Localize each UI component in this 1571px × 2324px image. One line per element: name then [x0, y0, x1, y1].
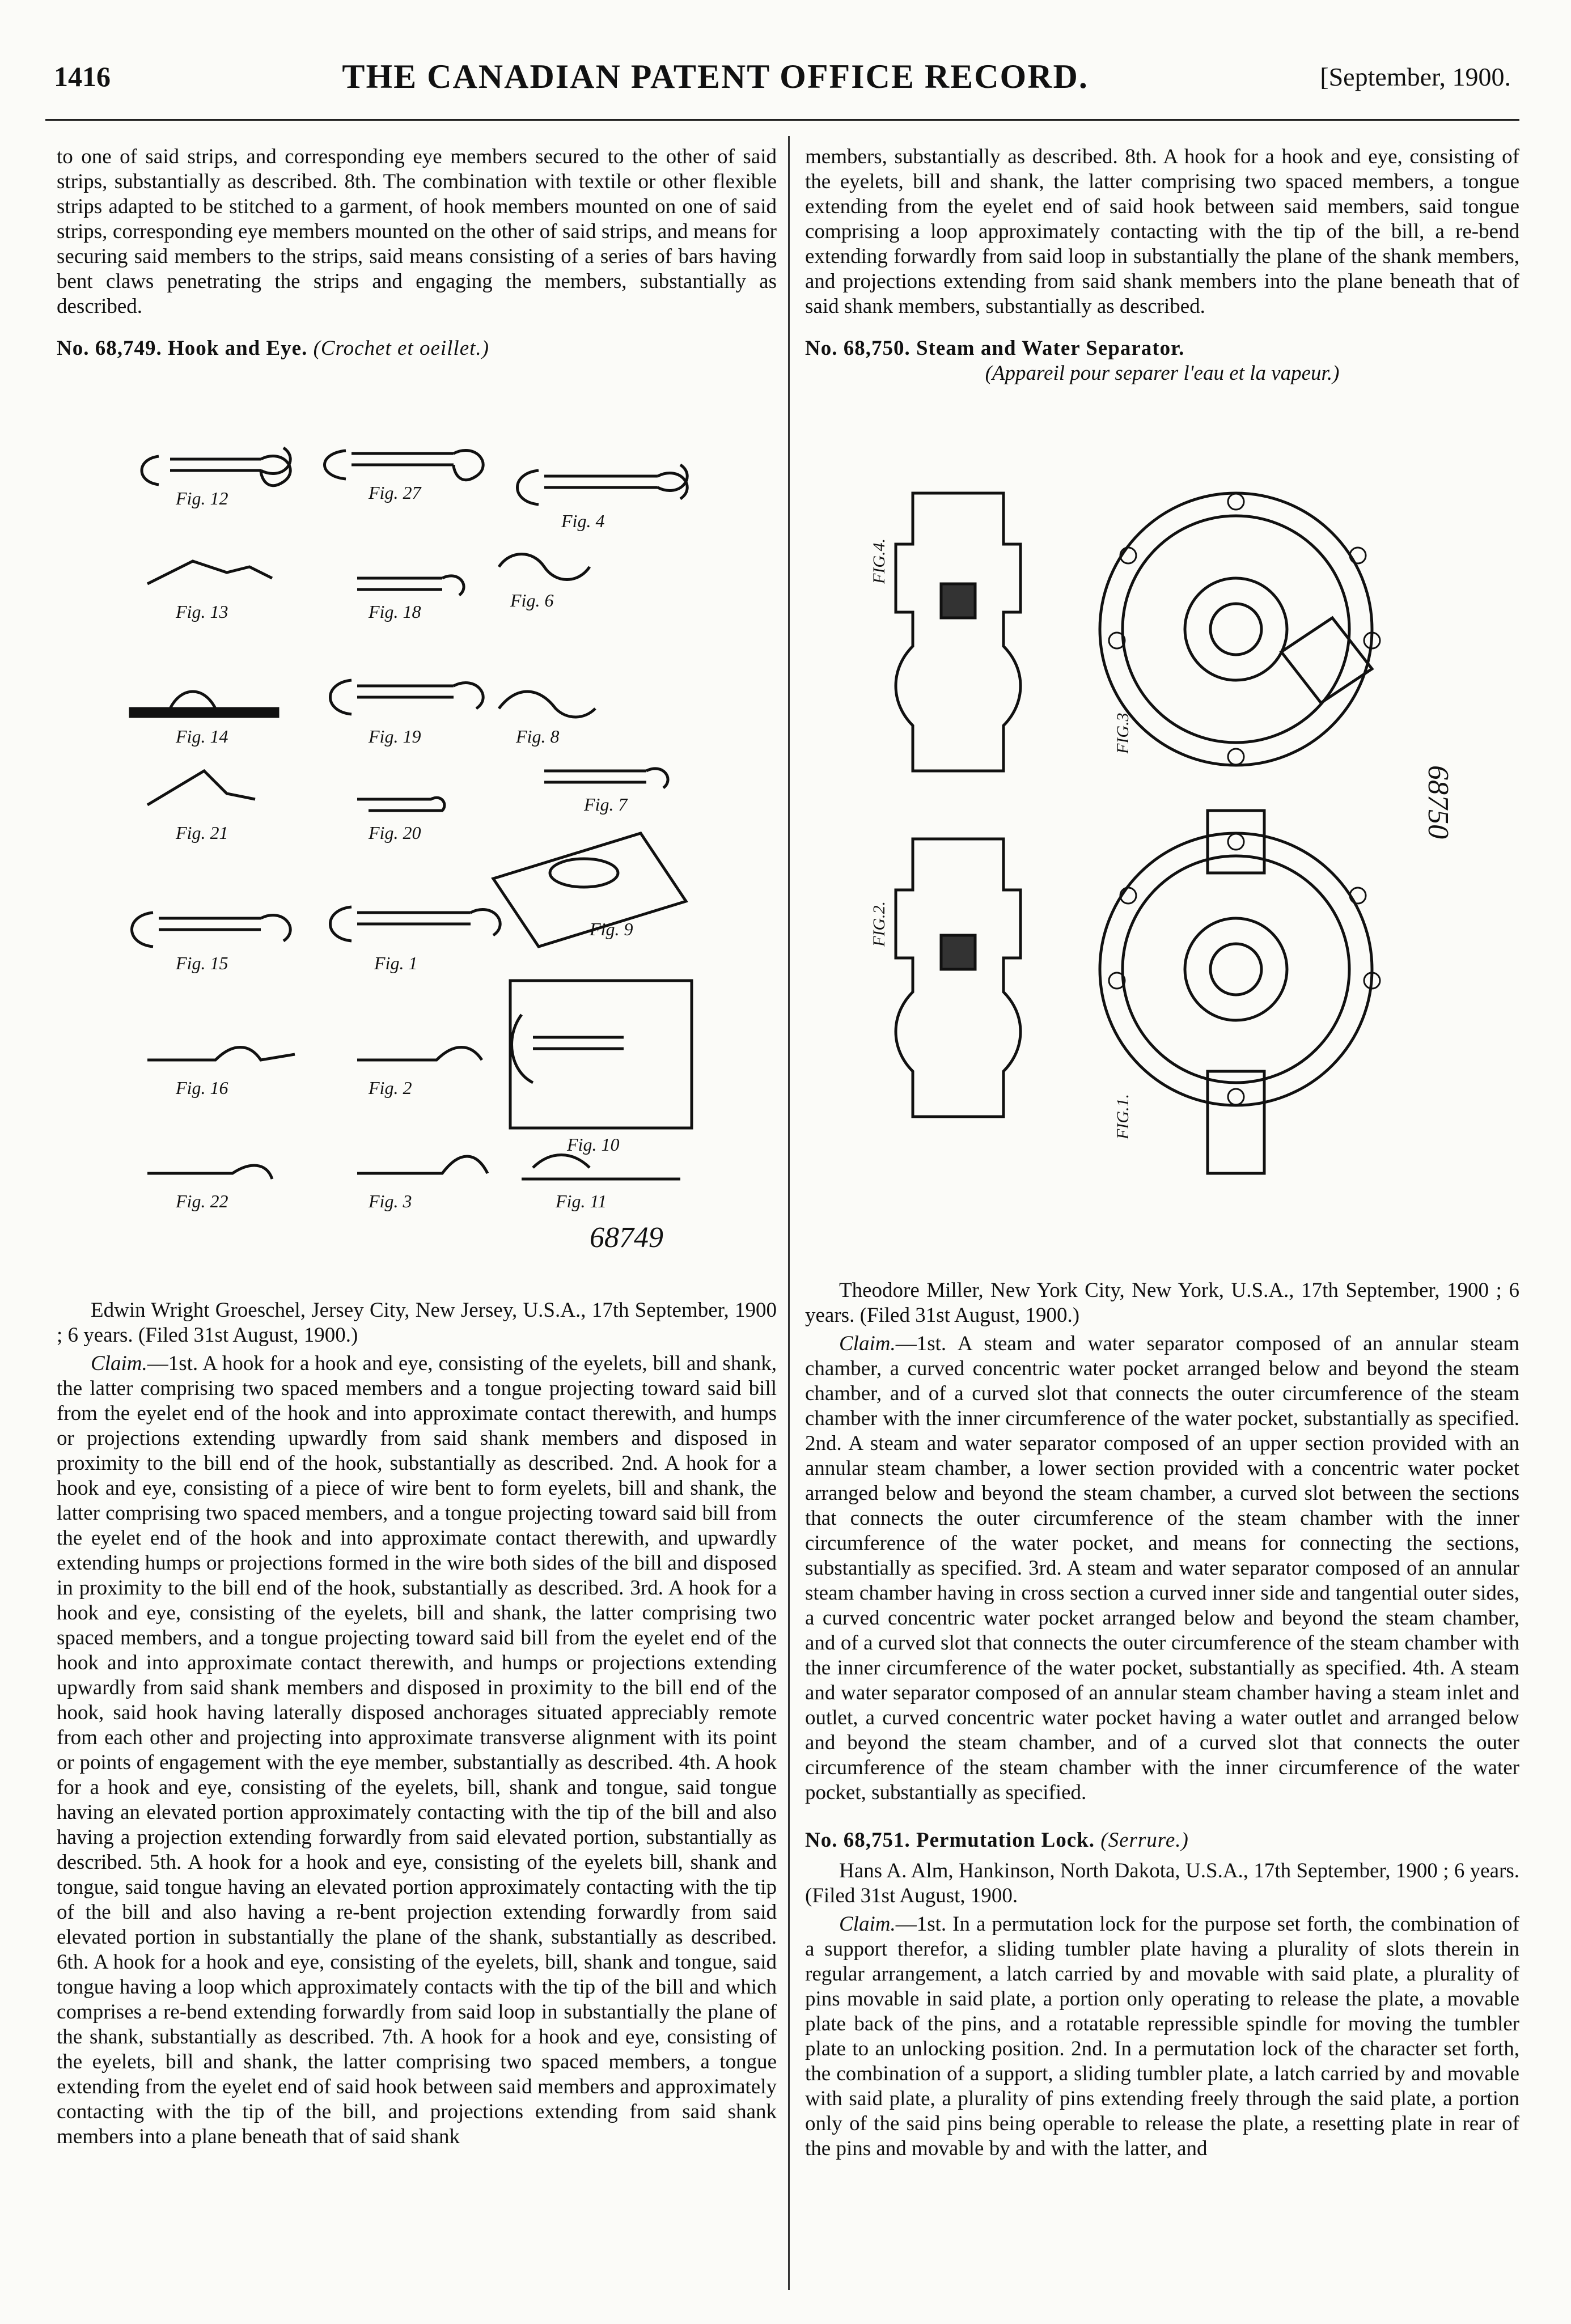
inventor-line: Hans A. Alm, Hankinson, North Dakota, U.S.A., 17th September, 1900 ; 6 years. (Filed 31st August, 1900. [805, 1859, 1519, 1907]
patent-heading-68750 [805, 336, 1519, 361]
fig-label: Fig. 7 [584, 794, 628, 815]
claim-text: —1st. In a permutation lock for the purpose set forth, the combination of a support therefor, a sliding tumbler plate having a plurality of slots therein in regular arrangement, a latch carried by and movable with said plate, a plurality of pins movable in said plate, a portion only operating to release the plate, a movable plate back of the pins, and a rotatable repressible spindle for moving the tumbler plate to an unlocking position. 2nd. In a permutation lock of the character set forth, the combination of a support, a sliding tumbler plate, a latch carried by and movable with said plate, a plurality of pins extending freely through the said plate, a portion only of the said pins being operable to release the plate, a resetting plate in rear of the pins and movable by and with the latter, and [805, 1912, 1519, 2160]
left-column [57, 145, 777, 361]
page-header [54, 51, 1511, 102]
inventor-line: Theodore Miller, New York City, New York, U.S.A., 17th September, 1900 ; 6 years. (Filed 31st August, 1900.) [805, 1279, 1519, 1327]
fig-label: Fig. 4 [561, 511, 605, 531]
page-number: 1416 [54, 61, 111, 92]
fig-label: Fig. 10 [567, 1134, 620, 1155]
fig-label: Fig. 19 [369, 726, 421, 747]
fig-label: Fig. 21 [176, 822, 228, 843]
separator-figures [811, 470, 1519, 1207]
separator-drawing [811, 470, 1519, 1207]
column-divider [788, 136, 790, 2290]
fig-label: Fig. 11 [556, 1191, 607, 1211]
left-column-body [57, 1298, 777, 2149]
patent-heading-french: (Crochet et oeillet.) [313, 337, 489, 360]
fig-label: FIG.1. [1113, 1094, 1132, 1139]
claim-text: —1st. A steam and water separator composed of an annular steam chamber, a curved concentric water pocket arranged below and beyond the steam chamber, and of a curved slot that connects the outer circumference of the steam chamber with the inner circumference of the water pocket, substantially as specified. 2nd. A steam and water separator composed of an upper section provided with an annular steam chamber, a lower section provided with a concentric water pocket arranged below and beyond the steam chamber, a curved slot between the sections that connects the outer circumference of the steam chamber with the inner circumference of the water pocket, and means for connecting the sections, substantially as specified. 3rd. A steam and water separator composed of an annular steam chamber having in cross section a curved inner side and tangential outer sides, a curved concentric water pocket arranged below and beyond the steam chamber, and of a curved slot that connects the outer circumference of the steam chamber with the inner circumference of the water pocket, substantially as specified. 4th. A steam and water separator composed of an annular steam chamber having a steam inlet and outlet, a curved concentric water pocket having a water outlet and arranged below and beyond the steam chamber, and of a curved slot that connects the outer circumference of the steam chamber with the inner circumference of the water pocket, substantially as specified. [805, 1332, 1519, 1804]
patent-heading-68751 [805, 1828, 1519, 1853]
patent-heading-french: (Serrure.) [1100, 1829, 1189, 1852]
right-column [805, 145, 1519, 386]
figure-number: 68750 [1422, 765, 1454, 839]
patent-heading-french: (Appareil pour separer l'eau et la vapeur.) [985, 362, 1340, 385]
journal-title: THE CANADIAN PATENT OFFICE RECORD. [342, 57, 1089, 95]
claim-paragraph [805, 1912, 1519, 2161]
hook-and-eye-drawing [102, 414, 771, 1253]
fig-label: Fig. 27 [369, 482, 421, 503]
figure-number: 68749 [590, 1222, 663, 1253]
fig-label: Fig. 6 [510, 590, 554, 610]
fig-label: Fig. 18 [369, 601, 421, 622]
fig-label: FIG.2. [870, 901, 888, 947]
fig-label: Fig. 9 [590, 919, 633, 939]
fig-label: Fig. 14 [176, 726, 228, 747]
fig-label: Fig. 13 [176, 601, 228, 622]
header-rule [45, 119, 1519, 121]
fig-label: Fig. 8 [516, 726, 560, 747]
fig-label: FIG.4. [870, 538, 888, 584]
patent-heading-text: No. 68,750. Steam and Water Separator. [805, 337, 1185, 360]
fig-label: FIG.3. [1113, 709, 1132, 754]
hook-and-eye-figures [102, 414, 771, 1253]
fig-label: Fig. 15 [176, 953, 228, 973]
fig-label: Fig. 12 [176, 488, 228, 508]
claim-label: Claim. [839, 1332, 896, 1355]
continuation-text: to one of said strips, and corresponding eye members secured to the other of said strips, substantially as described. 8th. The combination with textile or other flexible strips adapted to be stitched to a garment, of hook members mounted on one of said strips, corresponding eye members mounted on the other of said strips, and means for securing said members to the strips, said means consisting of a series of bars having bent claws penetrating the strips and engaging the members, substantially as described. [57, 145, 777, 318]
claim-label: Claim. [839, 1912, 896, 1936]
fig-label: Fig. 22 [176, 1191, 228, 1211]
patent-heading-text: No. 68,751. Permutation Lock. [805, 1829, 1095, 1852]
right-column-body [805, 1278, 1519, 2161]
fig-label: Fig. 1 [374, 953, 418, 973]
claim-text: —1st. A hook for a hook and eye, consisting of the eyelets, bill and shank, the latter comprising two spaced members and a tongue projecting toward said bill from the eyelet end of the hook and into approximate contact therewith, and humps or projections extending upwardly from said shank members and disposed in proximity to the bill end of the hook, substantially as described. 2nd. A hook for a hook and eye, consisting of a piece of wire bent to form eyelets, bill and shank, the latter comprising two spaced members, and a tongue projecting toward said bill from the eyelet end of the hook and into approximate contact therewith, and upwardly extending humps or projections formed in the wire both sides of the bill and disposed in proximity to the bill end of the hook, substantially as described. 3rd. A hook for a hook and eye, consisting of the eyelets, bill and shank, the latter comprising two spaced members, and a tongue projecting toward said bill from the eyelet end of the hook and into approximate contact therewith, and humps or projections extending upwardly from said shank members and disposed in proximity to the bill end of the hook, said hook having laterally disposed anchorages situated appreciably remote from each other and projecting into approximate transverse alignment with its point or points of engagement with the eye member, substantially as described. 4th. A hook for a hook and eye, consisting of the eyelets, bill, shank and tongue, said tongue having an elevated portion approximately contacting with the tip of the bill and also having a projection extending forwardly from said elevated portion, substantially as described. 5th. A hook for a hook and eye, consisting of the eyelets bill, shank and tongue, said tongue having an elevated portion approximately contacting with the tip of the bill and also having a re-bent projection extending forwardly from said elevated portion in substantially the plane of the shank, substantially as described. 6th. A hook for a hook and eye, consisting of the eyelets, bill, shank and tongue, said tongue having a loop which approximately contacts with the tip of the bill and which comprises a re-bend extending forwardly from said loop in substantially the plane of the shank, substantially as described. 7th. A hook for a hook and eye, consisting of the eyelets, bill and shank, the latter comprising two spaced members, a tongue extending from the eyelet end of said hook between said members and approximately contacting with the tip of the bill, and projections extending from said shank members into a plane beneath that of said shank [57, 1352, 777, 2148]
patent-heading-text: No. 68,749. Hook and Eye. [57, 337, 308, 360]
continuation-text: members, substantially as described. 8th. A hook for a hook and eye, consisting of the eyelets, bill and shank, the latter comprising two spaced members, a tongue extending from the eyelet end of said hook between said members, said tongue comprising a loop approximately contacting with the tip of the bill, a re-bend extending forwardly from said loop in substantially the plane of the shank members, and projections extending from said shank members into the plane beneath that of said shank members, substantially as described. [805, 145, 1519, 318]
claim-label: Claim. [91, 1352, 147, 1375]
fig-label: Fig. 3 [369, 1191, 412, 1211]
claim-paragraph [57, 1351, 777, 2149]
patent-heading-68749 [57, 336, 777, 361]
fig-label: Fig. 16 [176, 1078, 228, 1098]
claim-paragraph [805, 1331, 1519, 1805]
fig-label: Fig. 2 [369, 1078, 412, 1098]
fig-label: Fig. 20 [369, 822, 421, 843]
inventor-line: Edwin Wright Groeschel, Jersey City, New Jersey, U.S.A., 17th September, 1900 ; 6 years. (Filed 31st August, 1900.) [57, 1299, 777, 1347]
issue-date: [September, 1900. [1320, 62, 1511, 91]
